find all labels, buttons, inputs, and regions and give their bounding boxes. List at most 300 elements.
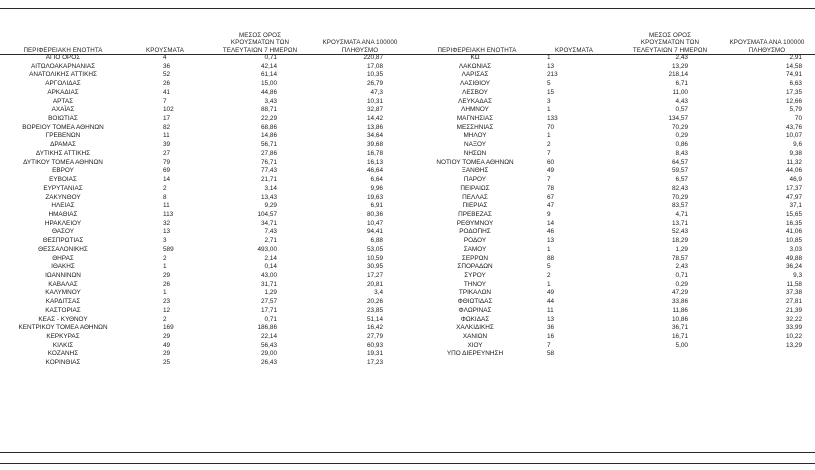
cases-cell: 9 <box>547 210 551 218</box>
per100k-cell: 9,38 <box>789 149 802 157</box>
per100k-cell: 20,81 <box>367 280 383 288</box>
region-name-cell: ΠΡΕΒΕΖΑΣ <box>458 210 492 218</box>
per100k-cell: 21,39 <box>786 306 802 314</box>
avg7-cell: 9,29 <box>264 202 277 210</box>
cases-cell: 11 <box>163 132 170 140</box>
avg7-cell: 70,29 <box>672 123 688 131</box>
region-name-cell: ΘΗΡΑΣ <box>52 254 74 262</box>
avg7-cell: 76,71 <box>261 158 277 166</box>
cases-cell: 17 <box>163 115 171 123</box>
table-row <box>0 220 410 229</box>
header-cases: ΚΡΟΥΣΜΑΤΑ <box>146 46 184 54</box>
region-name-cell: ΤΡΙΚΑΛΩΝ <box>458 289 492 297</box>
avg7-cell: 13,71 <box>672 219 688 227</box>
per100k-cell: 5,79 <box>789 106 802 114</box>
region-name-cell: ΡΕΘΥΜΝΟΥ <box>456 219 494 227</box>
avg7-cell: 0,57 <box>675 106 688 114</box>
region-name-cell: ΞΑΝΘΗΣ <box>461 167 489 175</box>
table-row <box>0 54 410 63</box>
table-row <box>410 124 815 133</box>
avg7-cell: 13,43 <box>261 193 277 201</box>
cases-cell: 67 <box>547 193 555 201</box>
table-row <box>0 246 410 255</box>
cases-cell: 133 <box>547 115 558 123</box>
bottom-rule-2 <box>0 463 815 464</box>
cases-cell: 3 <box>163 237 167 245</box>
per100k-cell: 47,97 <box>786 193 802 201</box>
cases-cell: 29 <box>163 333 171 340</box>
cases-cell: 47 <box>547 202 555 210</box>
per100k-cell: 16,42 <box>367 324 383 332</box>
header-per100k-line2: ΠΛΗΘΥΣΜΟ <box>341 46 379 54</box>
table-row <box>0 150 410 159</box>
per100k-cell: 32,87 <box>367 106 383 114</box>
per100k-cell: 10,47 <box>367 219 383 227</box>
cases-cell: 49 <box>547 167 555 175</box>
region-name-cell: ΗΡΑΚΛΕΙΟΥ <box>44 219 82 227</box>
avg7-cell: 31,71 <box>261 280 277 288</box>
region-name-cell: ΜΕΣΣΗΝΙΑΣ <box>456 123 494 131</box>
avg7-cell: 3,14 <box>264 184 277 192</box>
region-name-cell: ΘΕΣΣΑΛΟΝΙΚΗΣ <box>38 245 88 253</box>
region-name-cell: ΛΕΣΒΟΥ <box>462 88 488 96</box>
avg7-cell: 47,29 <box>672 289 688 297</box>
per100k-cell: 80,36 <box>367 210 383 218</box>
per100k-cell: 3,03 <box>789 245 802 253</box>
table-row <box>0 298 410 307</box>
cases-cell: 4 <box>163 54 167 61</box>
per100k-cell: 27,79 <box>367 333 383 340</box>
per100k-cell: 10,35 <box>367 71 383 79</box>
cases-cell: 7 <box>547 176 551 184</box>
avg7-cell: 7,43 <box>264 228 277 236</box>
region-name-cell: ΣΕΡΡΩΝ <box>461 254 489 262</box>
region-name-cell: ΘΕΣΠΡΩΤΙΑΣ <box>42 237 84 245</box>
table-row <box>410 150 815 159</box>
per100k-cell: 9,6 <box>793 141 802 149</box>
cases-cell: 1 <box>163 263 167 271</box>
cases-cell: 78 <box>547 184 555 192</box>
table-row <box>410 289 815 298</box>
table-row <box>0 263 410 272</box>
table-row <box>410 342 815 351</box>
avg7-cell: 78,57 <box>672 254 688 262</box>
region-name-cell: ΚΑΣΤΟΡΙΑΣ <box>45 306 81 314</box>
per100k-cell: 70 <box>794 115 802 123</box>
table-row <box>0 272 410 281</box>
table-row <box>410 220 815 229</box>
table-row <box>0 167 410 176</box>
cases-cell: 26 <box>163 80 171 88</box>
avg7-cell: 8,43 <box>675 149 688 157</box>
region-name-cell: ΑΝΑΤΟΛΙΚΗΣ ΑΤΤΙΚΗΣ <box>29 71 97 79</box>
table-row <box>0 63 410 72</box>
per100k-cell: 17,37 <box>786 184 802 192</box>
region-name-cell: ΗΜΑΘΙΑΣ <box>48 210 78 218</box>
cases-cell: 213 <box>547 71 558 79</box>
cases-cell: 16 <box>547 333 555 340</box>
region-name-cell: ΠΕΛΛΑΣ <box>462 193 488 201</box>
avg7-cell: 29,00 <box>261 350 277 358</box>
avg7-cell: 36,71 <box>672 324 688 332</box>
per100k-cell: 15,65 <box>786 210 802 218</box>
avg7-cell: 33,86 <box>672 298 688 306</box>
cases-cell: 1 <box>163 289 167 297</box>
region-name-cell: ΡΟΔΟΥ <box>463 237 487 245</box>
per100k-cell: 11,32 <box>786 158 802 166</box>
region-name-cell: ΚΙΛΚΙΣ <box>52 341 74 349</box>
cases-cell: 2 <box>163 254 167 262</box>
cases-cell: 13 <box>547 237 555 245</box>
table-row <box>410 185 815 194</box>
table-row <box>410 80 815 89</box>
cases-cell: 36 <box>547 324 555 332</box>
cases-cell: 2 <box>547 271 551 279</box>
per100k-cell: 11,58 <box>786 280 802 288</box>
per100k-cell: 17,23 <box>367 359 383 367</box>
region-name-cell: ΛΑΡΙΣΑΣ <box>461 71 489 79</box>
cases-cell: 11 <box>163 202 170 210</box>
region-name-cell: ΝΗΣΩΝ <box>463 149 487 157</box>
avg7-cell: 88,71 <box>261 106 277 114</box>
per100k-cell: 19,31 <box>367 350 383 358</box>
table-row <box>410 298 815 307</box>
cases-cell: 2 <box>163 184 167 192</box>
table-row <box>410 106 815 115</box>
header-avg7-right-line2: ΚΡΟΥΣΜΑΤΩΝ ΤΩΝ <box>640 39 700 47</box>
region-name-cell: ΤΗΝΟΥ <box>463 280 487 288</box>
per100k-cell: 37,38 <box>786 289 802 297</box>
avg7-cell: 11,00 <box>672 88 688 96</box>
per100k-cell: 16,35 <box>786 219 802 227</box>
avg7-cell: 16,71 <box>672 333 688 340</box>
region-name-cell: ΠΙΕΡΙΑΣ <box>462 202 488 210</box>
avg7-cell: 82,43 <box>672 184 688 192</box>
per100k-cell: 94,41 <box>367 228 383 236</box>
per100k-cell: 19,63 <box>367 193 383 201</box>
avg7-cell: 77,43 <box>261 167 277 175</box>
avg7-cell: 2,71 <box>264 237 277 245</box>
region-name-cell: ΛΕΥΚΑΔΑΣ <box>458 97 492 105</box>
region-name-cell: ΓΡΕΒΕΝΩΝ <box>45 132 81 140</box>
region-name-cell: ΑΡΤΑΣ <box>52 97 74 105</box>
cases-cell: 25 <box>163 359 171 367</box>
per100k-cell: 44,06 <box>786 167 802 175</box>
cases-cell: 13 <box>163 228 171 236</box>
per100k-cell: 6,63 <box>789 80 802 88</box>
region-name-cell: ΒΟΙΩΤΙΑΣ <box>48 115 78 123</box>
avg7-cell: 1,29 <box>264 289 277 297</box>
header-avg7-right <box>622 32 718 54</box>
avg7-cell: 27,86 <box>261 149 277 157</box>
table-row <box>0 115 410 124</box>
cases-cell: 169 <box>163 324 174 332</box>
region-name-cell: ΣΠΟΡΑΔΩΝ <box>457 263 493 271</box>
avg7-cell: 0,71 <box>264 315 277 323</box>
region-name-cell: ΚΩ <box>470 54 480 61</box>
table-row <box>410 333 815 342</box>
table-row <box>410 115 815 124</box>
table-row <box>410 159 815 168</box>
avg7-cell: 2,43 <box>675 54 688 61</box>
region-name-cell: ΠΕΙΡΑΙΩΣ <box>460 184 490 192</box>
cases-cell: 2 <box>547 141 551 149</box>
table-row <box>0 124 410 133</box>
table-row <box>410 141 815 150</box>
cases-cell: 1 <box>547 245 551 253</box>
avg7-cell: 18,29 <box>672 237 688 245</box>
region-name-cell: ΡΟΔΟΠΗΣ <box>459 228 491 236</box>
region-name-cell: ΥΠΟ ΔΙΕΡΕΥΝΗΣΗ <box>446 350 504 358</box>
table-row <box>410 272 815 281</box>
table-row <box>410 237 815 246</box>
avg7-cell: 2,43 <box>675 263 688 271</box>
region-name-cell: ΑΧΑΪΑΣ <box>51 106 75 114</box>
per100k-cell: 47,3 <box>370 88 383 96</box>
per100k-cell: 39,68 <box>367 141 383 149</box>
region-name-cell: ΑΙΤΩΛΟΑΚΑΡΝΑΝΙΑΣ <box>30 62 96 70</box>
region-name-cell: ΧΑΝΙΩΝ <box>462 333 488 340</box>
per100k-cell: 10,07 <box>786 132 802 140</box>
left-table <box>0 54 410 368</box>
cases-cell: 11 <box>547 306 554 314</box>
per100k-cell: 10,85 <box>786 237 802 245</box>
region-name-cell: ΔΥΤΙΚΟΥ ΤΟΜΕΑ ΑΘΗΝΩΝ <box>23 158 103 166</box>
region-name-cell: ΚΟΡΙΝΘΙΑΣ <box>45 359 81 367</box>
region-name-cell: ΚΕΡΚΥΡΑΣ <box>46 333 80 340</box>
table-row <box>0 281 410 290</box>
avg7-cell: 21,71 <box>261 176 277 184</box>
table-row <box>410 316 815 325</box>
table-row <box>410 202 815 211</box>
cases-cell: 39 <box>163 141 171 149</box>
avg7-cell: 11,86 <box>672 306 688 314</box>
cases-cell: 15 <box>547 88 555 96</box>
cases-cell: 7 <box>163 97 167 105</box>
avg7-cell: 0,71 <box>675 271 688 279</box>
per100k-cell: 13,86 <box>367 123 383 131</box>
cases-cell: 52 <box>163 71 171 79</box>
table-row <box>410 255 815 264</box>
cases-cell: 7 <box>547 149 551 157</box>
per100k-cell: 33,99 <box>786 324 802 332</box>
table-row <box>0 176 410 185</box>
cases-cell: 1 <box>547 132 551 140</box>
per100k-cell: 27,81 <box>786 298 802 306</box>
cases-cell: 1 <box>547 106 551 114</box>
region-name-cell: ΜΗΛΟΥ <box>463 132 487 140</box>
table-row <box>0 333 410 342</box>
per100k-cell: 2,91 <box>789 54 802 61</box>
region-name-cell: ΘΑΣΟΥ <box>51 228 75 236</box>
table-row <box>0 211 410 220</box>
region-name-cell: ΕΥΡΥΤΑΝΙΑΣ <box>43 184 83 192</box>
table-row <box>0 185 410 194</box>
avg7-cell: 56,71 <box>261 141 277 149</box>
per100k-cell: 37,1 <box>789 202 802 210</box>
per100k-cell: 6,64 <box>370 176 383 184</box>
avg7-cell: 34,71 <box>261 219 277 227</box>
table-row <box>410 167 815 176</box>
cases-cell: 79 <box>163 158 171 166</box>
table-row <box>0 71 410 80</box>
table-row <box>0 350 410 359</box>
avg7-cell: 42,14 <box>261 62 277 70</box>
region-name-cell: ΧΑΛΚΙΔΙΚΗΣ <box>456 324 494 332</box>
per100k-cell: 14,42 <box>367 115 383 123</box>
region-name-cell: ΚΟΖΑΝΗΣ <box>47 350 79 358</box>
avg7-cell: 56,43 <box>261 341 277 349</box>
avg7-cell: 0,86 <box>675 141 688 149</box>
avg7-cell: 2,14 <box>264 254 277 262</box>
header-avg7-right-line1: ΜΕΣΟΣ ΟΡΟΣ <box>648 31 692 39</box>
avg7-cell: 186,86 <box>257 324 277 332</box>
avg7-cell: 1,29 <box>675 245 688 253</box>
table-row <box>0 316 410 325</box>
avg7-cell: 26,43 <box>261 359 277 367</box>
cases-cell: 5 <box>547 80 551 88</box>
table-row <box>0 194 410 203</box>
region-name-cell: ΙΩΑΝΝΙΝΩΝ <box>45 271 81 279</box>
table-row <box>0 98 410 107</box>
table-row <box>410 71 815 80</box>
per100k-cell: 220,87 <box>363 54 383 61</box>
header-per100k <box>312 39 408 54</box>
cases-cell: 49 <box>547 289 555 297</box>
avg7-cell: 5,00 <box>675 341 688 349</box>
table-row <box>410 54 815 63</box>
avg7-cell: 6,57 <box>675 176 688 184</box>
table-row <box>0 159 410 168</box>
region-name-cell: ΦΩΚΙΔΑΣ <box>460 315 490 323</box>
per100k-cell: 9,3 <box>793 271 802 279</box>
cases-cell: 1 <box>547 280 551 288</box>
region-name-cell: ΙΘΑΚΗΣ <box>51 263 75 271</box>
cases-cell: 13 <box>547 315 555 323</box>
region-name-cell: ΖΑΚΥΝΘΟΥ <box>45 193 81 201</box>
per100k-cell: 41,06 <box>786 228 802 236</box>
per100k-cell: 17,35 <box>786 88 802 96</box>
cases-cell: 8 <box>163 193 167 201</box>
cases-cell: 3 <box>547 97 551 105</box>
avg7-cell: 4,43 <box>675 97 688 105</box>
per100k-cell: 16,78 <box>367 149 383 157</box>
table-row <box>410 63 815 72</box>
cases-cell: 12 <box>163 306 171 314</box>
region-name-cell: ΠΑΡΟΥ <box>463 176 487 184</box>
cases-cell: 60 <box>547 158 555 166</box>
avg7-cell: 43,00 <box>261 271 277 279</box>
region-name-cell: ΛΗΜΝΟΥ <box>461 106 489 114</box>
per100k-cell: 74,91 <box>786 71 802 79</box>
region-name-cell: ΕΥΒΟΙΑΣ <box>49 176 77 184</box>
per100k-cell: 26,79 <box>367 80 383 88</box>
region-name-cell: ΝΑΞΟΥ <box>463 141 487 149</box>
per100k-cell: 36,24 <box>786 263 802 271</box>
cases-cell: 14 <box>163 176 171 184</box>
cases-cell: 49 <box>163 341 171 349</box>
top-rule <box>0 8 815 9</box>
table-row <box>0 359 410 368</box>
avg7-cell: 17,71 <box>261 306 277 314</box>
avg7-cell: 0,29 <box>675 132 688 140</box>
cases-cell: 82 <box>163 123 171 131</box>
cases-cell: 589 <box>163 245 174 253</box>
region-name-cell: ΛΑΚΩΝΙΑΣ <box>458 62 492 70</box>
header-region-right: ΠΕΡΙΦΕΡΕΙΑΚΗ ΕΝΟΤΗΤΑ <box>437 46 517 54</box>
avg7-cell: 218,14 <box>668 71 688 79</box>
per100k-cell: 46,64 <box>367 167 383 175</box>
cases-cell: 27 <box>163 149 171 157</box>
avg7-cell: 0,14 <box>264 263 277 271</box>
avg7-cell: 3,43 <box>264 97 277 105</box>
table-row <box>410 132 815 141</box>
per100k-cell: 43,76 <box>786 123 802 131</box>
region-name-cell: ΔΥΤΙΚΗΣ ΑΤΤΙΚΗΣ <box>35 149 91 157</box>
per100k-cell: 3,4 <box>374 289 383 297</box>
per100k-cell: 46,9 <box>789 176 802 184</box>
table-row <box>410 194 815 203</box>
avg7-cell: 64,57 <box>672 158 688 166</box>
header-avg7-line2: ΚΡΟΥΣΜΑΤΩΝ ΤΩΝ <box>230 39 290 47</box>
region-name-cell: ΚΑΡΔΙΤΣΑΣ <box>45 298 81 306</box>
per100k-cell: 30,95 <box>367 263 383 271</box>
cases-cell: 46 <box>547 228 555 236</box>
region-name-cell: ΚΕΑΣ - ΚΥΘΝΟΥ <box>38 315 88 323</box>
avg7-cell: 0,29 <box>675 280 688 288</box>
header-per100k-right <box>720 39 814 54</box>
cases-cell: 2 <box>163 315 167 323</box>
header-per100k-right-line1: ΚΡΟΥΣΜΑΤΑ ΑΝΑ 100000 <box>729 39 805 47</box>
per100k-cell: 60,93 <box>367 341 383 349</box>
avg7-cell: 134,57 <box>668 115 688 123</box>
region-name-cell: ΑΡΓΟΛΙΔΑΣ <box>45 80 81 88</box>
region-name-cell: ΦΛΩΡΙΝΑΣ <box>458 306 492 314</box>
avg7-cell: 27,57 <box>261 298 277 306</box>
avg7-cell: 44,86 <box>261 88 277 96</box>
region-name-cell: ΕΒΡΟΥ <box>52 167 74 175</box>
left-header <box>0 14 410 54</box>
per100k-cell: 32,22 <box>786 315 802 323</box>
region-name-cell: ΚΑΒΑΛΑΣ <box>48 280 78 288</box>
cases-cell: 70 <box>547 123 555 131</box>
table-row <box>0 80 410 89</box>
cases-cell: 32 <box>163 219 171 227</box>
region-name-cell: ΑΓΙΟ ΟΡΟΣ <box>45 54 81 61</box>
header-per100k-right-line2: ΠΛΗΘΥΣΜΟ <box>748 46 786 54</box>
avg7-cell: 22,29 <box>261 115 277 123</box>
per100k-cell: 23,85 <box>367 306 383 314</box>
header-region: ΠΕΡΙΦΕΡΕΙΑΚΗ ΕΝΟΤΗΤΑ <box>23 46 103 54</box>
per100k-cell: 16,13 <box>367 158 383 166</box>
cases-cell: 29 <box>163 271 171 279</box>
per100k-cell: 20,26 <box>367 298 383 306</box>
cases-cell: 14 <box>547 219 555 227</box>
per100k-cell: 53,05 <box>367 245 383 253</box>
table-row <box>0 106 410 115</box>
avg7-cell: 10,86 <box>672 315 688 323</box>
avg7-cell: 13,29 <box>672 62 688 70</box>
table-row <box>410 263 815 272</box>
per100k-cell: 6,91 <box>370 202 383 210</box>
table-row <box>0 324 410 333</box>
cases-cell: 36 <box>163 62 171 70</box>
per100k-cell: 12,66 <box>786 97 802 105</box>
table-row <box>410 98 815 107</box>
region-name-cell: ΣΑΜΟΥ <box>463 245 487 253</box>
cases-cell: 102 <box>163 106 174 114</box>
per100k-cell: 13,29 <box>786 341 802 349</box>
